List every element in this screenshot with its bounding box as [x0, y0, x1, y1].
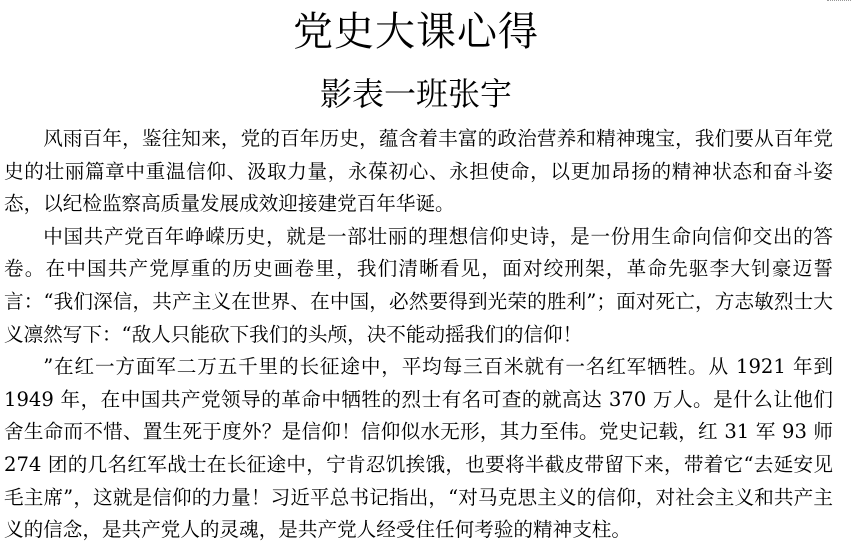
- document-author: 影表一班张宇: [319, 75, 512, 113]
- paragraph-2: 中国共产党百年峥嵘历史，就是一部壮丽的理想信仰史诗，是一份用生命向信仰交出的答卷。在中国共产党厚重的历史画卷里，我们清晰看见，面对绞刑架，革命先驱李大钊豪迈誓言：“我们深信，共产主义在世界、在中国，必然要得到光荣的胜利”；面对死亡，方志敏烈士大义凛然写下：“敌人只能砍下我们的头颅，决不能动摇我们的信仰！: [4, 224, 833, 346]
- paragraph-1: 风雨百年，鉴往知来，党的百年历史，蕴含着丰富的政治营养和精神瑰宝，我们要从百年党史的壮丽篇章中重温信仰、汲取力量，永葆初心、永担使命，以更加昂扬的精神状态和奋斗姿态，以纪检监察高质量发展成效迎接建党百年华诞。: [4, 127, 833, 216]
- paragraph-3: ”在红一方面军二万五千里的长征途中，平均每三百米就有一名红军牺牲。从 1921 年到 1949 年，在中国共产党领导的革命中牺牲的烈士有名可查的就高达 370 万人。是什么让他们舍生命而不惜、置生死于度外？是信仰！信仰似水无形，其力至伟。党史记载，红 31 军 93 师 274 团的几名红军战士在长征途中，宁肯忍饥挨饿，也要将半截皮带留下来，带着它“去延安见毛主席”，这就是信仰的力量！习近平总书记指出，“对马克思主义的信仰，对社会主义和共产主义的信念，是共产党人的灵魂，是共产党人经受住任何考验的精神支柱。: [4, 355, 833, 542]
- document-title: 党史大课心得: [293, 9, 539, 55]
- document-body: [4, 123, 833, 547]
